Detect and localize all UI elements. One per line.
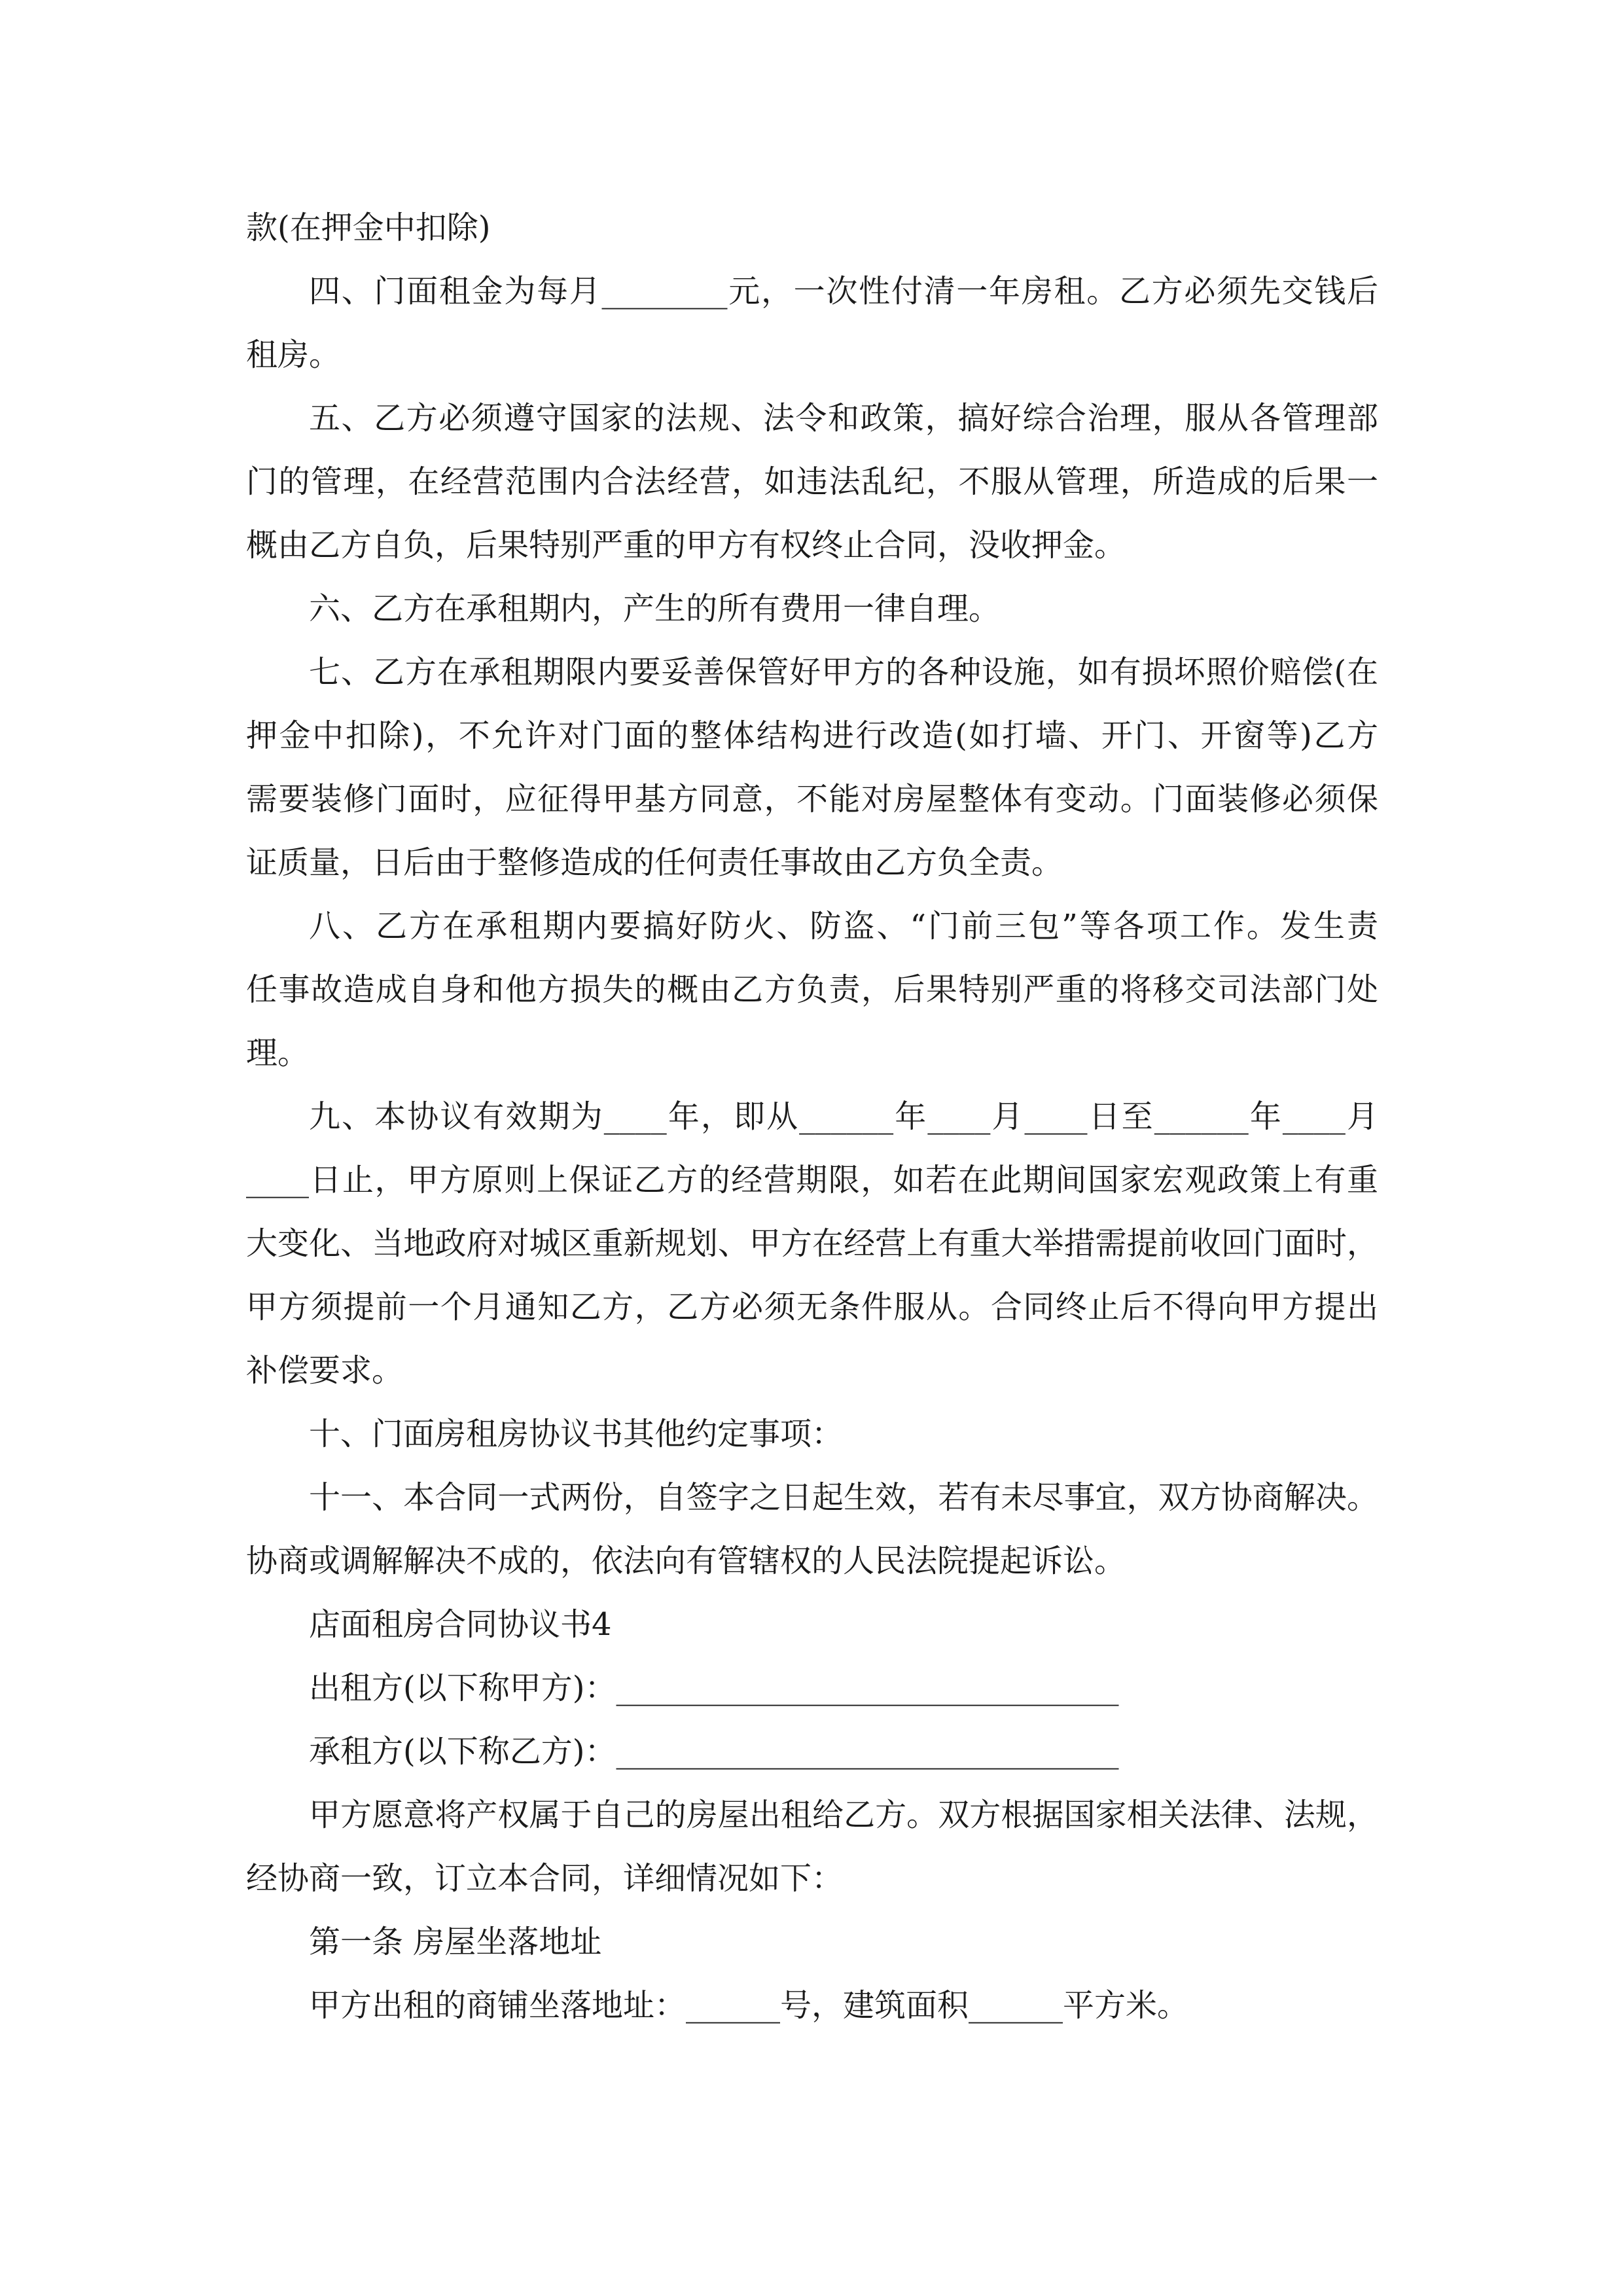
paragraph-line: 任事故造成自身和他方损失的概由乙方负责，后果特别严重的将移交司法部门处 [246,971,1378,1008]
paragraph-line: 证质量，日后由于整修造成的任何责任事故由乙方负全责。 [246,844,1063,881]
clause-7-line: 七、乙方在承租期限内要妥善保管好甲方的各种设施，如有损坏照价赔偿(在 [309,654,1378,691]
paragraph-line: 大变化、当地政府对城区重新规划、甲方在经营上有重大举措需提前收回门面时， [246,1225,1378,1262]
contract-title: 店面租房合同协议书4 [309,1606,612,1643]
address-line: 甲方出租的商铺坐落地址：______号，建筑面积______平方米。 [309,1987,1189,2024]
clause-9-line: 九、本协议有效期为____年，即从______年____月____日至______年____月 [309,1098,1378,1135]
clause-6-line: 六、乙方在承租期内，产生的所有费用一律自理。 [309,590,1001,627]
paragraph-line: ____日止，甲方原则上保证乙方的经营期限，如若在此期间国家宏观政策上有重 [246,1162,1378,1198]
preamble-line: 甲方愿意将产权属于自己的房屋出租给乙方。双方根据国家相关法律、法规， [309,1797,1378,1833]
paragraph-line: 租房。 [246,336,341,373]
paragraph-line: 款(在押金中扣除) [246,209,491,246]
lessee-field: 承租方(以下称乙方)：________________________________ [309,1733,1119,1770]
paragraph-line: 补偿要求。 [246,1352,404,1389]
clause-8-line: 八、乙方在承租期内要搞好防火、防盗、“门前三包”等各项工作。发生责 [309,908,1378,944]
paragraph-line: 经协商一致，订立本合同，详细情况如下： [246,1860,844,1897]
clause-5-line: 五、乙方必须遵守国家的法规、法令和政策，搞好综合治理，服从各管理部 [309,400,1378,437]
paragraph-line: 甲方须提前一个月通知乙方，乙方必须无条件服从。合同终止后不得向甲方提出 [246,1289,1378,1325]
paragraph-line: 协商或调解解决不成的，依法向有管辖权的人民法院提起诉讼。 [246,1543,1126,1579]
paragraph-line: 需要装修门面时，应征得甲基方同意，不能对房屋整体有变动。门面装修必须保 [246,781,1378,817]
article-1-heading: 第一条 房屋坐落地址 [309,1924,602,1960]
lessor-field: 出租方(以下称甲方)：________________________________ [309,1670,1119,1706]
paragraph-line: 押金中扣除)，不允许对门面的整体结构进行改造(如打墙、开门、开窗等)乙方 [246,717,1378,754]
paragraph-line: 门的管理，在经营范围内合法经营，如违法乱纪，不服从管理，所造成的后果一 [246,463,1378,500]
paragraph-line: 概由乙方自负，后果特别严重的甲方有权终止合同，没收押金。 [246,527,1126,564]
clause-11-line: 十一、本合同一式两份，自签字之日起生效，若有未尽事宜，双方协商解决。 [309,1479,1378,1516]
clause-4-line: 四、门面租金为每月________元，一次性付清一年房租。乙方必须先交钱后 [309,273,1378,310]
paragraph-line: 理。 [246,1035,310,1071]
clause-10-line: 十、门面房租房协议书其他约定事项： [309,1416,844,1452]
